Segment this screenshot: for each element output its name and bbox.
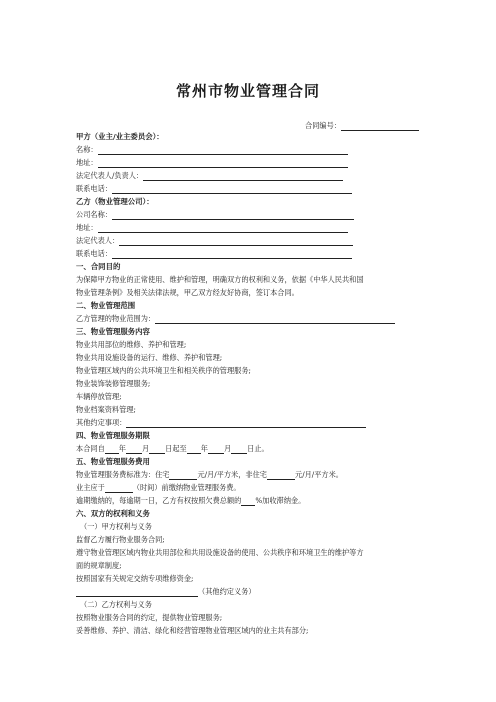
section-4-heading: 四、物业管理服务期限 bbox=[76, 431, 150, 440]
term-text: 年 bbox=[118, 444, 126, 453]
section-2-row bbox=[76, 314, 395, 324]
party-b-phone-blank[interactable] bbox=[112, 250, 352, 259]
start-day-blank[interactable] bbox=[149, 445, 165, 454]
section-3-heading: 三、物业管理服务内容 bbox=[76, 327, 150, 336]
term-text: 月 bbox=[223, 444, 232, 453]
fee-text: 元/月/平方米。 bbox=[295, 470, 343, 479]
party-a-name-blank[interactable] bbox=[98, 146, 348, 155]
party-b-rights-heading: （二）乙方权利与义务 bbox=[80, 600, 152, 609]
section-3-item: 物业共用设施设备的运行、维修、养护和管理; bbox=[76, 353, 223, 362]
party-b-company-blank[interactable] bbox=[112, 211, 354, 220]
term-text: 日止。 bbox=[247, 444, 269, 453]
party-a-address-blank[interactable] bbox=[98, 159, 348, 168]
payment-time-blank[interactable] bbox=[105, 484, 133, 493]
term-text: 本合同自 bbox=[76, 444, 105, 453]
party-b-address-row bbox=[76, 223, 348, 233]
section-5-heading: 五、物业管理服务费用 bbox=[76, 457, 150, 466]
party-b-rep-label: 法定代表人： bbox=[76, 236, 120, 245]
party-a-rights-line: 面的规章制度; bbox=[76, 561, 122, 570]
party-b-rights-line: 妥善维修、养护、清洁、绿化和经营管理物业管理区域内的业主共有部分; bbox=[76, 626, 309, 635]
payment-text: 业主应于 bbox=[76, 483, 105, 492]
residential-fee-blank[interactable] bbox=[169, 471, 197, 480]
fee-text: 物业管理服务费标准为：住宅 bbox=[76, 470, 170, 479]
section-4-term-row bbox=[76, 444, 269, 454]
section-2-label: 乙方管理的物业范围为： bbox=[76, 314, 156, 323]
section-3-item: 物业装饰装修管理服务; bbox=[76, 379, 151, 388]
end-month-blank[interactable] bbox=[208, 445, 224, 454]
party-a-phone-blank[interactable] bbox=[112, 185, 352, 194]
section-3-item: 物业档案资料管理; bbox=[76, 405, 136, 414]
payment-time-row bbox=[76, 483, 241, 493]
section-6-heading: 六、双方的权利和义务 bbox=[76, 509, 150, 518]
document-title: 常州市物业管理合同 bbox=[175, 82, 320, 100]
section-3-other-blank[interactable] bbox=[126, 419, 366, 428]
party-a-other-blank[interactable] bbox=[76, 588, 198, 597]
party-b-rep-blank[interactable] bbox=[119, 237, 353, 246]
party-a-rep-blank[interactable] bbox=[143, 172, 343, 181]
party-a-rights-line: 遵守物业管理区域内物业共用部位和共用设施设备的使用、公共秩序和环境卫生的维护等方 bbox=[76, 548, 364, 557]
start-month-blank[interactable] bbox=[126, 445, 142, 454]
party-b-phone-label: 联系电话： bbox=[76, 249, 112, 258]
party-a-rights-heading: （一）甲方权利与义务 bbox=[80, 522, 152, 531]
fee-text: 元/月/平方米，非住宅 bbox=[197, 470, 267, 479]
party-a-phone-row bbox=[76, 184, 352, 194]
section-1-text-1: 为保障甲方物业的正常使用、维护和管理，明确双方的权利和义务，依据《中华人民共和国 bbox=[76, 275, 364, 284]
party-b-phone-row bbox=[76, 249, 352, 259]
term-text: 月 bbox=[141, 444, 150, 453]
party-a-address-label: 地址： bbox=[76, 158, 98, 167]
section-3-item: 物业共用部位的维修、养护和管理; bbox=[76, 340, 187, 349]
end-day-blank[interactable] bbox=[231, 445, 247, 454]
late-fee-row bbox=[76, 496, 305, 506]
party-a-address-row bbox=[76, 158, 348, 168]
nonresidential-fee-blank[interactable] bbox=[267, 471, 295, 480]
party-b-company-row bbox=[76, 210, 354, 220]
start-year-blank[interactable] bbox=[105, 445, 119, 454]
party-a-rights-line: 监督乙方履行物业服务合同; bbox=[76, 535, 165, 544]
section-3-item: 物业管理区域内的公共环境卫生和相关秩序的管理服务; bbox=[76, 366, 251, 375]
party-a-other-row bbox=[76, 587, 256, 597]
late-fee-text: %加收滞纳金。 bbox=[255, 496, 306, 505]
section-1-heading: 一、合同目的 bbox=[76, 262, 121, 271]
term-text: 日起至 bbox=[165, 444, 187, 453]
end-year-blank[interactable] bbox=[187, 445, 201, 454]
party-b-heading: 乙方（物业管理公司）： bbox=[76, 197, 154, 206]
term-text: 年 bbox=[200, 444, 208, 453]
party-b-address-label: 地址： bbox=[76, 223, 98, 232]
party-a-rep-row bbox=[76, 171, 343, 181]
section-3-other-label: 其他约定事项： bbox=[76, 418, 127, 427]
party-b-company-label: 公司名称： bbox=[76, 210, 112, 219]
party-b-rep-row bbox=[76, 236, 353, 246]
party-a-rep-label: 法定代表人/负责人： bbox=[76, 171, 144, 180]
contract-number bbox=[305, 121, 419, 131]
party-a-name-row bbox=[76, 145, 348, 155]
late-fee-rate-blank[interactable] bbox=[241, 497, 255, 506]
contract-number-label: 合同编号： bbox=[305, 121, 341, 130]
section-3-other-row bbox=[76, 418, 366, 428]
fee-standard-row bbox=[76, 470, 343, 480]
contract-number-blank[interactable] bbox=[341, 122, 419, 131]
party-a-heading: 甲方（业主/业主委员会）： bbox=[76, 132, 164, 141]
party-b-rights-line: 按照物业服务合同的约定，提供物业管理服务; bbox=[76, 613, 223, 622]
party-a-other-label: （其他约定义务） bbox=[198, 587, 256, 596]
party-a-rights-line: 按照国家有关规定交纳专项维修资金; bbox=[76, 574, 194, 583]
section-2-blank[interactable] bbox=[155, 315, 395, 324]
payment-text: （时间）前缴纳物业管理服务费。 bbox=[132, 483, 241, 492]
section-2-heading: 二、物业管理范围 bbox=[76, 301, 136, 310]
late-fee-text: 逾期缴纳的，每逾期一日，乙方有权按照欠费总额的 bbox=[76, 496, 242, 505]
section-1-text-2: 物业管理条例》及相关法律法规，甲乙双方经友好协商，签订本合同。 bbox=[76, 288, 299, 297]
party-b-address-blank[interactable] bbox=[98, 224, 348, 233]
party-a-name-label: 名称： bbox=[76, 145, 98, 154]
party-a-phone-label: 联系电话： bbox=[76, 184, 112, 193]
section-3-item: 车辆停放管理; bbox=[76, 392, 122, 401]
